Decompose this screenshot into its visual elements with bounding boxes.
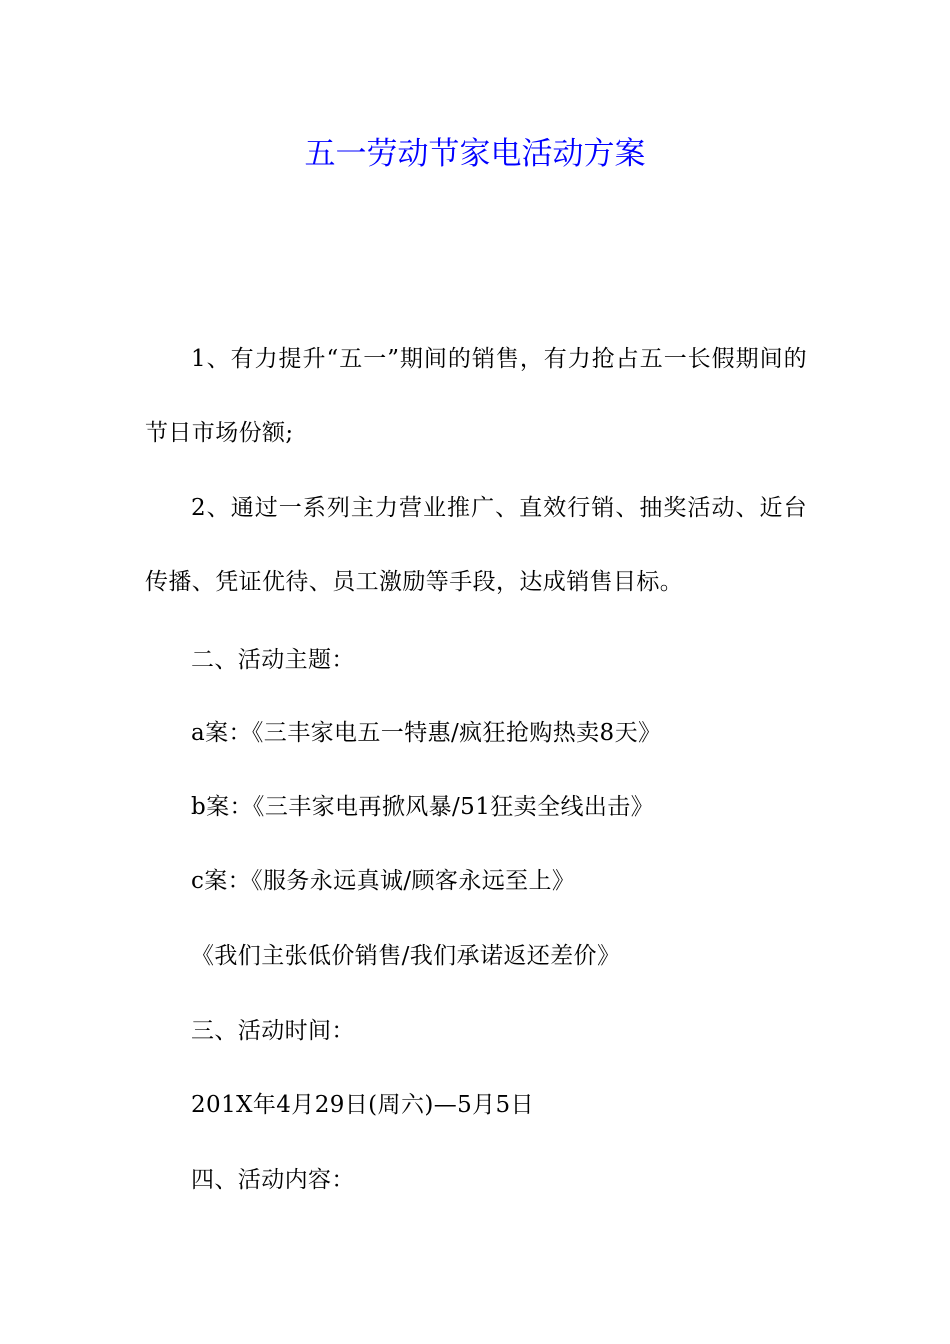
section-heading-theme: 二、活动主题： bbox=[191, 647, 355, 673]
theme-option-c: c案：《服务永远真诚/顾客永远至上》 bbox=[191, 868, 576, 894]
theme-option-b: b案：《三丰家电再掀风暴/51狂卖全线出击》 bbox=[191, 794, 655, 820]
document-title: 五一劳动节家电活动方案 bbox=[304, 136, 646, 172]
section-heading-time: 三、活动时间： bbox=[191, 1018, 355, 1044]
section-heading-content: 四、活动内容： bbox=[191, 1167, 355, 1193]
activity-dates: 201X年4月29日(周六)—5月5日 bbox=[191, 1092, 534, 1118]
paragraph-goal-2: 2、通过一系列主力营业推广、直效行销、抽奖活动、近台传播、凭证优待、员工激励等手段，达成销售目标。 bbox=[145, 495, 807, 595]
paragraph-goal-1: 1、有力提升“五一”期间的销售，有力抢占五一长假期间的节日市场份额; bbox=[145, 346, 807, 446]
theme-slogan: 《我们主张低价销售/我们承诺返还差价》 bbox=[191, 943, 621, 969]
theme-option-a: a案：《三丰家电五一特惠/疯狂抢购热卖8天》 bbox=[191, 720, 662, 746]
